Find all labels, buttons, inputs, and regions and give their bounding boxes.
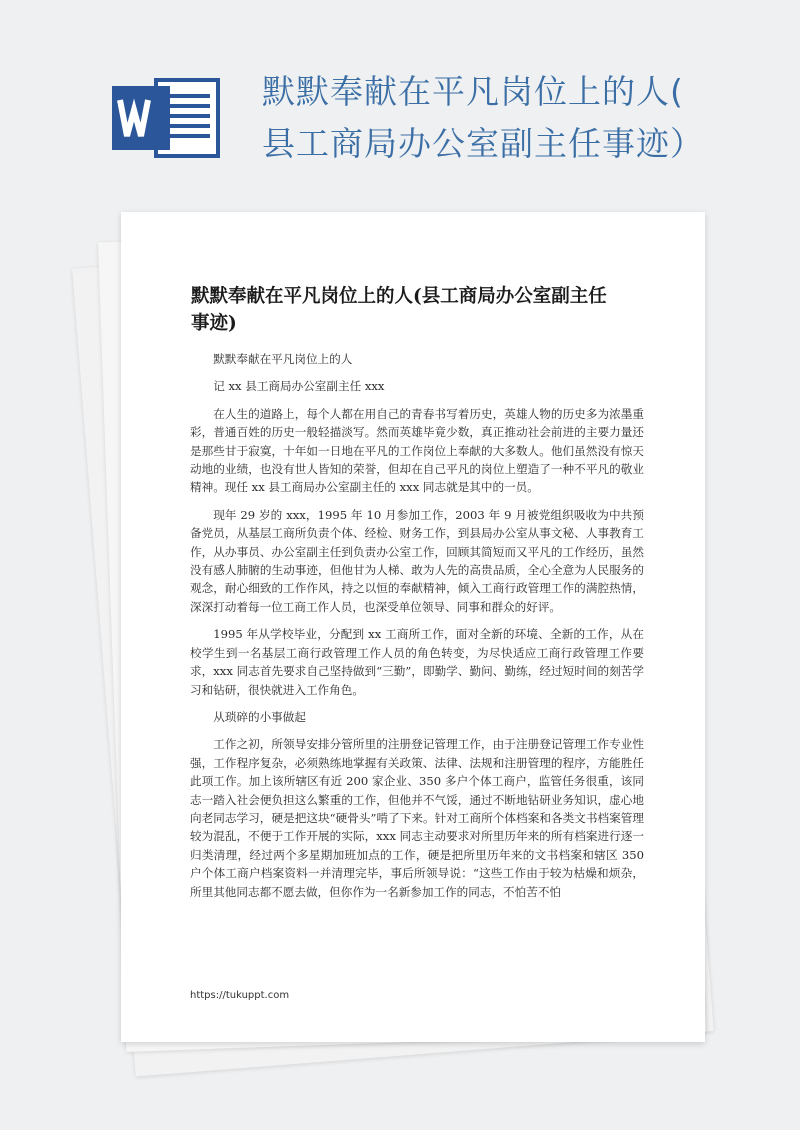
page-title — [262, 66, 782, 170]
page-title-line2: 县工商局办公室副主任事迹） — [262, 124, 704, 163]
paragraph-byline: 记 xx 县工商局办公室副主任 xxx — [213, 379, 385, 394]
word-document-icon — [112, 76, 222, 160]
paragraph: 工作之初，所领导安排分管所里的注册登记管理工作，由于注册登记管理工作专业性强，工作程序复杂，必须熟练地掌握有关政策、法律、法规和注册管理的程序，方能胜任此项工作。加上该所辖区有近 200 家企业、350 多户个体工商户，监管任务很重，该同志一踏入社会便负担这么繁重的工作，但他并不气馁，通过不断地钻研业务知识，虚心地向老同志学习，硬是把这块“硬骨头”啃了下来。针对工商所个体档案和各类文书档案管理较为混乱，不便于工作开展的实际，xxx 同志主动要求对所里历年来的所有档案进行逐一归类清理，经过两个多星期加班加点的工作，硬是把所里历年来的文书档案和辖区 350 户个体工商户档案资料一并清理完毕，事后所领导说：“这些工作由于较为枯燥和烦杂，所里其他同志都不愿去做，但你作为一名新参加工作的同志，不怕苦不怕 — [190, 737, 644, 899]
paragraph: 现年 29 岁的 xxx，1995 年 10 月参加工作，2003 年 9 月被党组织吸收为中共预备党员，从基层工商所负责个体、经检、财务工作，到县局办公室从事文秘、人事教育工作，从办事员、办公室副主任到负责办公室工作，回顾其简短而又平凡的工作经历，虽然没有感人肺腑的生动事迹，但他甘为人梯、敢为人先的高贵品质，全心全意为人民服务的观念，耐心细致的工作作风，持之以恒的奉献精神，倾入工商行政管理工作的满腔热情，深深打动着每一位工商工作人员，也深受单位领导、同事和群众的好评。 — [190, 507, 644, 614]
document-title-line1: 默默奉献在平凡岗位上的人(县工商局办公室副主任 — [191, 286, 607, 307]
paragraph-subtitle: 默默奉献在平凡岗位上的人 — [213, 352, 353, 366]
document-title-line2: 事迹) — [191, 313, 237, 334]
document-title — [191, 283, 651, 337]
page-title-line1: 默默奉献在平凡岗位上的人( — [262, 72, 684, 111]
source-url: https://tukuppt.com — [190, 990, 290, 1001]
document-body — [190, 350, 644, 910]
paragraph: 在人生的道路上，每个人都在用自己的青春书写着历史，英雄人物的历史多为浓墨重彩，普通百姓的历史一般轻描淡写。然而英雄毕竟少数，真正推动社会前进的主要力量还是那些甘于寂寞，十年如一日地在平凡的工作岗位上奉献的大多数人。他们虽然没有惊天动地的业绩，也没有世人皆知的荣誉，但却在自己平凡的岗位上塑造了一种不平凡的敬业精神。现任 xx 县工商局办公室副主任的 xxx 同志就是其中的一员。 — [190, 406, 644, 495]
paragraph: 1995 年从学校毕业，分配到 xx 工商所工作，面对全新的环境、全新的工作，从在校学生到一名基层工商行政管理工作人员的角色转变，为尽快适应工商行政管理工作要求，xxx 同志首先要求自己坚持做到“三勤”，即勤学、勤问、勤练，经过短时间的刻苦学习和钻研，很快就进入工作角色。 — [190, 627, 644, 697]
section-heading: 从琐碎的小事做起 — [213, 709, 306, 724]
